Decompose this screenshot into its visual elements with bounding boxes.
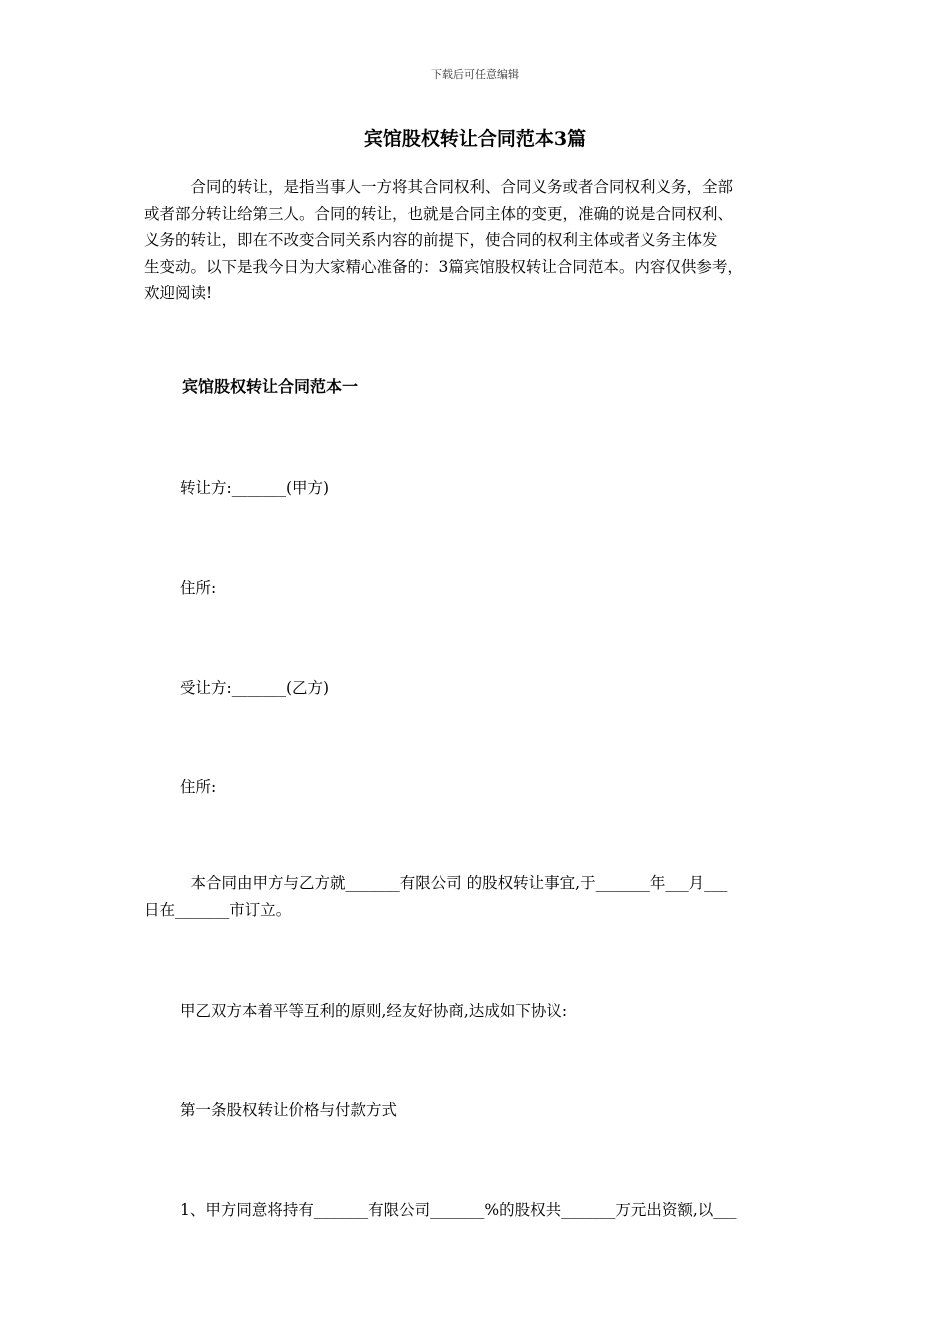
document-title: 宾馆股权转让合同范本3篇 bbox=[363, 128, 587, 150]
transferee-line: 受让方:_______(乙方) bbox=[180, 679, 330, 697]
agreement-line: 甲乙双方本着平等互利的原则,经友好协商,达成如下协议: bbox=[180, 1002, 568, 1020]
clause-one-line: 1、甲方同意将持有_______有限公司_______%的股权共_______万元出资额,以___ bbox=[180, 1201, 737, 1219]
transferee-address-line: 住所: bbox=[180, 778, 217, 796]
article-one-heading: 第一条股权转让价格与付款方式 bbox=[180, 1101, 398, 1119]
contract-paragraph: 本合同由甲方与乙方就_______有限公司 的股权转让事宜,于_______年___月___ 日在_______市订立。 bbox=[144, 874, 728, 919]
transferor-line: 转让方:_______(甲方) bbox=[180, 479, 330, 497]
section-heading: 宾馆股权转让合同范本一 bbox=[182, 377, 359, 396]
header-note: 下载后可任意编辑 bbox=[431, 68, 519, 81]
intro-paragraph: 合同的转让，是指当事人一方将其合同权利、合同义务或者合同权利义务，全部 或者部分转让给第三人。合同的转让，也就是合同主体的变更，准确的说是合同权利、 义务的转让，即在不改变合同关系内容的前提下，使合同的权利主体或者义务主体发 生变动。以下是我今日为大家精心准备的：3篇宾馆股权转让合同范本。内容仅供参考， 欢迎阅读! bbox=[144, 178, 743, 302]
transferor-address-line: 住所: bbox=[180, 579, 217, 597]
